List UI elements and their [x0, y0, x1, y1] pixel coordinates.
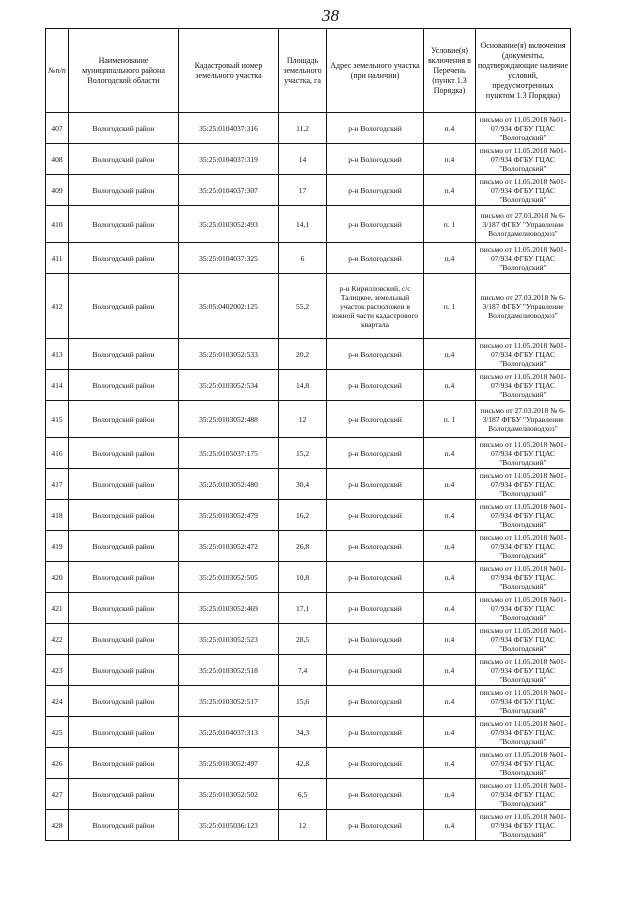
cadastral-number: 35:25:0103052:472 [179, 531, 279, 562]
district-name: Вологодский район [69, 370, 179, 401]
row-number: 418 [46, 500, 69, 531]
district-name: Вологодский район [69, 655, 179, 686]
plot-address: р-н Вологодский [327, 206, 424, 243]
area-ha: 30,4 [279, 469, 327, 500]
row-number: 420 [46, 562, 69, 593]
area-ha: 6 [279, 243, 327, 274]
header-area: Площадь земельного участка, га [279, 29, 327, 113]
cadastral-number: 35:25:0103052:493 [179, 206, 279, 243]
inclusion-condition: п.4 [424, 810, 476, 841]
area-ha: 20,2 [279, 339, 327, 370]
inclusion-condition: п. 1 [424, 206, 476, 243]
header-number: №п/п [46, 29, 69, 113]
row-number: 428 [46, 810, 69, 841]
inclusion-condition: п.4 [424, 339, 476, 370]
row-number: 412 [46, 274, 69, 339]
inclusion-condition: п.4 [424, 655, 476, 686]
plot-address: р-н Вологодский [327, 339, 424, 370]
inclusion-condition: п. 1 [424, 274, 476, 339]
cadastral-number: 35:25:0103052:488 [179, 401, 279, 438]
land-plots-table [45, 28, 571, 841]
row-number: 422 [46, 624, 69, 655]
district-name: Вологодский район [69, 531, 179, 562]
table-row [46, 500, 571, 531]
inclusion-condition: п.4 [424, 624, 476, 655]
area-ha: 17,1 [279, 593, 327, 624]
district-name: Вологодский район [69, 748, 179, 779]
plot-address: р-н Вологодский [327, 531, 424, 562]
district-name: Вологодский район [69, 144, 179, 175]
district-name: Вологодский район [69, 686, 179, 717]
row-number: 408 [46, 144, 69, 175]
header-district: Наименование муниципального района Вологодской области [69, 29, 179, 113]
inclusion-basis: письмо от 11.05.2018 №01-07/934 ФГБУ ГЦАС "Вологодский" [476, 175, 571, 206]
inclusion-basis: письмо от 27.03.2018 № 6-3/187 ФГБУ "Управление Вологдамелиоводхоз" [476, 274, 571, 339]
cadastral-number: 35:25:0103052:469 [179, 593, 279, 624]
plot-address: р-н Вологодский [327, 175, 424, 206]
inclusion-basis: письмо от 11.05.2018 №01-07/934 ФГБУ ГЦАС "Вологодский" [476, 686, 571, 717]
header-basis: Основание(я) включения (документы, подтверждающие наличие условий, предусмотренных пунктом 1.3 Порядка) [476, 29, 571, 113]
table-row [46, 401, 571, 438]
area-ha: 14,1 [279, 206, 327, 243]
table-row [46, 717, 571, 748]
table-header-row [46, 29, 571, 113]
inclusion-basis: письмо от 11.05.2018 №01-07/934 ФГБУ ГЦАС "Вологодский" [476, 531, 571, 562]
row-number: 425 [46, 717, 69, 748]
plot-address: р-н Вологодский [327, 593, 424, 624]
row-number: 409 [46, 175, 69, 206]
cadastral-number: 35:25:0103052:517 [179, 686, 279, 717]
table-row [46, 438, 571, 469]
inclusion-condition: п.4 [424, 469, 476, 500]
inclusion-condition: п.4 [424, 779, 476, 810]
district-name: Вологодский район [69, 469, 179, 500]
area-ha: 10,8 [279, 562, 327, 593]
area-ha: 12 [279, 810, 327, 841]
inclusion-basis: письмо от 11.05.2018 №01-07/934 ФГБУ ГЦАС "Вологодский" [476, 113, 571, 144]
table-row [46, 810, 571, 841]
table-row [46, 469, 571, 500]
row-number: 414 [46, 370, 69, 401]
cadastral-number: 35:25:0103052:505 [179, 562, 279, 593]
inclusion-condition: п.4 [424, 144, 476, 175]
table-row [46, 144, 571, 175]
district-name: Вологодский район [69, 717, 179, 748]
area-ha: 15,6 [279, 686, 327, 717]
area-ha: 7,4 [279, 655, 327, 686]
cadastral-number: 35:25:0103052:523 [179, 624, 279, 655]
inclusion-basis: письмо от 11.05.2018 №01-07/934 ФГБУ ГЦАС "Вологодский" [476, 144, 571, 175]
row-number: 419 [46, 531, 69, 562]
district-name: Вологодский район [69, 624, 179, 655]
table-row [46, 686, 571, 717]
cadastral-number: 35:25:0103052:480 [179, 469, 279, 500]
table-row [46, 779, 571, 810]
area-ha: 14,8 [279, 370, 327, 401]
inclusion-condition: п. 1 [424, 401, 476, 438]
header-cadastral: Кадастровый номер земельного участка [179, 29, 279, 113]
district-name: Вологодский район [69, 810, 179, 841]
cadastral-number: 35:05:0402002:125 [179, 274, 279, 339]
area-ha: 42,8 [279, 748, 327, 779]
table-row [46, 113, 571, 144]
area-ha: 17 [279, 175, 327, 206]
cadastral-number: 35:25:0103052:502 [179, 779, 279, 810]
inclusion-basis: письмо от 11.05.2018 №01-07/934 ФГБУ ГЦАС "Вологодский" [476, 562, 571, 593]
cadastral-number: 35:25:0103052:534 [179, 370, 279, 401]
plot-address: р-н Вологодский [327, 243, 424, 274]
area-ha: 26,8 [279, 531, 327, 562]
row-number: 427 [46, 779, 69, 810]
table-row [46, 370, 571, 401]
district-name: Вологодский район [69, 243, 179, 274]
inclusion-basis: письмо от 27.03.2018 № 6-3/187 ФГБУ "Управление Вологдамелиоводхоз" [476, 401, 571, 438]
area-ha: 12 [279, 401, 327, 438]
district-name: Вологодский район [69, 779, 179, 810]
inclusion-condition: п.4 [424, 593, 476, 624]
district-name: Вологодский район [69, 593, 179, 624]
row-number: 413 [46, 339, 69, 370]
inclusion-condition: п.4 [424, 562, 476, 593]
table-row [46, 339, 571, 370]
cadastral-number: 35:25:0105036:123 [179, 810, 279, 841]
inclusion-basis: письмо от 11.05.2018 №01-07/934 ФГБУ ГЦАС "Вологодский" [476, 593, 571, 624]
inclusion-basis: письмо от 11.05.2018 №01-07/934 ФГБУ ГЦАС "Вологодский" [476, 779, 571, 810]
plot-address: р-н Кирилловский, с/с Талицкое, земельный участок расположен в южной части кадастрового квартала [327, 274, 424, 339]
inclusion-condition: п.4 [424, 748, 476, 779]
row-number: 410 [46, 206, 69, 243]
district-name: Вологодский район [69, 113, 179, 144]
plot-address: р-н Вологодский [327, 113, 424, 144]
plot-address: р-н Вологодский [327, 500, 424, 531]
plot-address: р-н Вологодский [327, 401, 424, 438]
district-name: Вологодский район [69, 206, 179, 243]
table-row [46, 624, 571, 655]
table-row [46, 531, 571, 562]
inclusion-basis: письмо от 11.05.2018 №01-07/934 ФГБУ ГЦАС "Вологодский" [476, 500, 571, 531]
row-number: 416 [46, 438, 69, 469]
cadastral-number: 35:25:0104037:319 [179, 144, 279, 175]
plot-address: р-н Вологодский [327, 624, 424, 655]
table-row [46, 243, 571, 274]
row-number: 407 [46, 113, 69, 144]
row-number: 415 [46, 401, 69, 438]
area-ha: 11,2 [279, 113, 327, 144]
plot-address: р-н Вологодский [327, 779, 424, 810]
plot-address: р-н Вологодский [327, 655, 424, 686]
plot-address: р-н Вологодский [327, 717, 424, 748]
table-row [46, 655, 571, 686]
cadastral-number: 35:25:0104037:307 [179, 175, 279, 206]
row-number: 411 [46, 243, 69, 274]
inclusion-condition: п.4 [424, 531, 476, 562]
inclusion-condition: п.4 [424, 370, 476, 401]
table-row [46, 274, 571, 339]
inclusion-condition: п.4 [424, 175, 476, 206]
area-ha: 55,2 [279, 274, 327, 339]
inclusion-basis: письмо от 27.03.2018 № 6-3/187 ФГБУ "Управление Вологдамелиоводхоз" [476, 206, 571, 243]
inclusion-basis: письмо от 11.05.2018 №01-07/934 ФГБУ ГЦАС "Вологодский" [476, 370, 571, 401]
inclusion-basis: письмо от 11.05.2018 №01-07/934 ФГБУ ГЦАС "Вологодский" [476, 438, 571, 469]
row-number: 421 [46, 593, 69, 624]
inclusion-basis: письмо от 11.05.2018 №01-07/934 ФГБУ ГЦАС "Вологодский" [476, 339, 571, 370]
plot-address: р-н Вологодский [327, 686, 424, 717]
inclusion-basis: письмо от 11.05.2018 №01-07/934 ФГБУ ГЦАС "Вологодский" [476, 469, 571, 500]
inclusion-condition: п.4 [424, 438, 476, 469]
district-name: Вологодский район [69, 274, 179, 339]
row-number: 423 [46, 655, 69, 686]
plot-address: р-н Вологодский [327, 469, 424, 500]
plot-address: р-н Вологодский [327, 144, 424, 175]
plot-address: р-н Вологодский [327, 810, 424, 841]
table-row [46, 748, 571, 779]
area-ha: 6,5 [279, 779, 327, 810]
district-name: Вологодский район [69, 401, 179, 438]
row-number: 426 [46, 748, 69, 779]
area-ha: 28,5 [279, 624, 327, 655]
cadastral-number: 35:25:0104037:316 [179, 113, 279, 144]
cadastral-number: 35:25:0105037:175 [179, 438, 279, 469]
district-name: Вологодский район [69, 339, 179, 370]
district-name: Вологодский район [69, 562, 179, 593]
area-ha: 14 [279, 144, 327, 175]
plot-address: р-н Вологодский [327, 438, 424, 469]
district-name: Вологодский район [69, 500, 179, 531]
table-row [46, 562, 571, 593]
inclusion-condition: п.4 [424, 686, 476, 717]
inclusion-condition: п.4 [424, 717, 476, 748]
header-condition: Условие(я) включения в Перечень (пункт 1.3 Порядка) [424, 29, 476, 113]
plot-address: р-н Вологодский [327, 370, 424, 401]
cadastral-number: 35:25:0103052:533 [179, 339, 279, 370]
row-number: 417 [46, 469, 69, 500]
cadastral-number: 35:25:0103052:518 [179, 655, 279, 686]
cadastral-number: 35:25:0103052:479 [179, 500, 279, 531]
inclusion-basis: письмо от 11.05.2018 №01-07/934 ФГБУ ГЦАС "Вологодский" [476, 748, 571, 779]
cadastral-number: 35:25:0104037:325 [179, 243, 279, 274]
inclusion-basis: письмо от 11.05.2018 №01-07/934 ФГБУ ГЦАС "Вологодский" [476, 243, 571, 274]
inclusion-basis: письмо от 11.05.2018 №01-07/934 ФГБУ ГЦАС "Вологодский" [476, 624, 571, 655]
inclusion-condition: п.4 [424, 113, 476, 144]
plot-address: р-н Вологодский [327, 748, 424, 779]
row-number: 424 [46, 686, 69, 717]
area-ha: 16,2 [279, 500, 327, 531]
district-name: Вологодский район [69, 175, 179, 206]
plot-address: р-н Вологодский [327, 562, 424, 593]
inclusion-basis: письмо от 11.05.2018 №01-07/934 ФГБУ ГЦАС "Вологодский" [476, 655, 571, 686]
inclusion-condition: п.4 [424, 243, 476, 274]
district-name: Вологодский район [69, 438, 179, 469]
inclusion-basis: письмо от 11.05.2018 №01-07/934 ФГБУ ГЦАС "Вологодский" [476, 810, 571, 841]
table-row [46, 175, 571, 206]
inclusion-basis: письмо от 11.05.2018 №01-07/934 ФГБУ ГЦАС "Вологодский" [476, 717, 571, 748]
area-ha: 34,3 [279, 717, 327, 748]
cadastral-number: 35:25:0103052:497 [179, 748, 279, 779]
table-row [46, 593, 571, 624]
cadastral-number: 35:25:0104037:313 [179, 717, 279, 748]
area-ha: 15,2 [279, 438, 327, 469]
table-row [46, 206, 571, 243]
header-address: Адрес земельного участка (при наличии) [327, 29, 424, 113]
page-number: 38 [322, 6, 339, 25]
inclusion-condition: п.4 [424, 500, 476, 531]
